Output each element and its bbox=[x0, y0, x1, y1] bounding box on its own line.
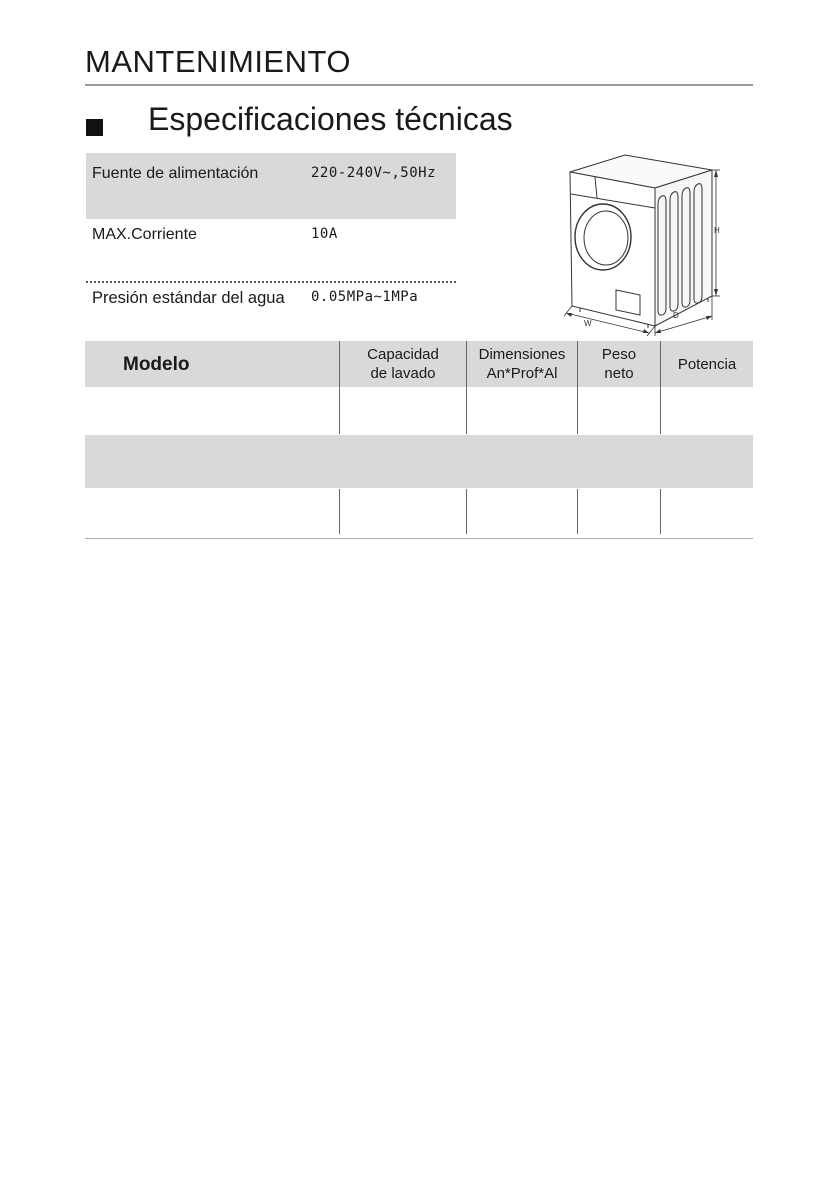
header-power bbox=[661, 341, 753, 387]
header-model-label: Modelo bbox=[123, 353, 190, 375]
column-divider bbox=[466, 489, 467, 534]
column-divider bbox=[577, 341, 578, 434]
section-title: Especificaciones técnicas bbox=[148, 101, 513, 137]
spec-value: 0.05MPa~1MPa bbox=[311, 289, 419, 305]
spec-row-power-supply bbox=[86, 153, 456, 219]
column-divider bbox=[660, 489, 661, 534]
column-divider bbox=[339, 341, 340, 434]
table-row-shaded bbox=[85, 435, 753, 488]
header-dimensions bbox=[467, 341, 577, 387]
spec-label: Presión estándar del agua bbox=[92, 289, 285, 307]
title-rule bbox=[85, 84, 753, 86]
header-weight-line2: neto bbox=[604, 365, 634, 382]
spec-label: MAX.Corriente bbox=[92, 226, 197, 243]
header-model bbox=[85, 341, 377, 387]
header-dimensions-line2: An*Prof*Al bbox=[486, 365, 558, 382]
page-title: MANTENIMIENTO bbox=[85, 44, 351, 79]
height-dimension-label: H bbox=[714, 226, 720, 235]
header-net-weight bbox=[578, 341, 660, 387]
width-dimension-label: W bbox=[584, 319, 592, 328]
spec-row-water-pressure bbox=[86, 283, 456, 313]
section-bullet bbox=[86, 119, 103, 136]
column-divider bbox=[660, 341, 661, 434]
header-power-label: Potencia bbox=[677, 355, 737, 373]
spec-label: Fuente de alimentación bbox=[92, 165, 259, 182]
header-capacity-line2: de lavado bbox=[370, 365, 436, 382]
washer-dimension-diagram bbox=[540, 150, 740, 340]
header-dimensions-line1: Dimensiones bbox=[478, 346, 566, 363]
washer-side-face bbox=[655, 170, 712, 326]
column-divider bbox=[577, 489, 578, 534]
table-bottom-rule bbox=[85, 538, 753, 539]
spec-value: 220-240V~,50Hz bbox=[311, 165, 437, 181]
column-divider bbox=[466, 341, 467, 434]
washer-front-face bbox=[570, 172, 655, 326]
header-weight-line1: Peso bbox=[601, 346, 637, 363]
column-divider bbox=[339, 489, 340, 534]
header-capacity bbox=[340, 341, 466, 387]
spec-value: 10A bbox=[311, 226, 338, 242]
header-capacity-line1: Capacidad bbox=[367, 346, 439, 363]
spec-row-max-current bbox=[86, 219, 456, 283]
depth-dimension-label: D bbox=[673, 311, 679, 320]
